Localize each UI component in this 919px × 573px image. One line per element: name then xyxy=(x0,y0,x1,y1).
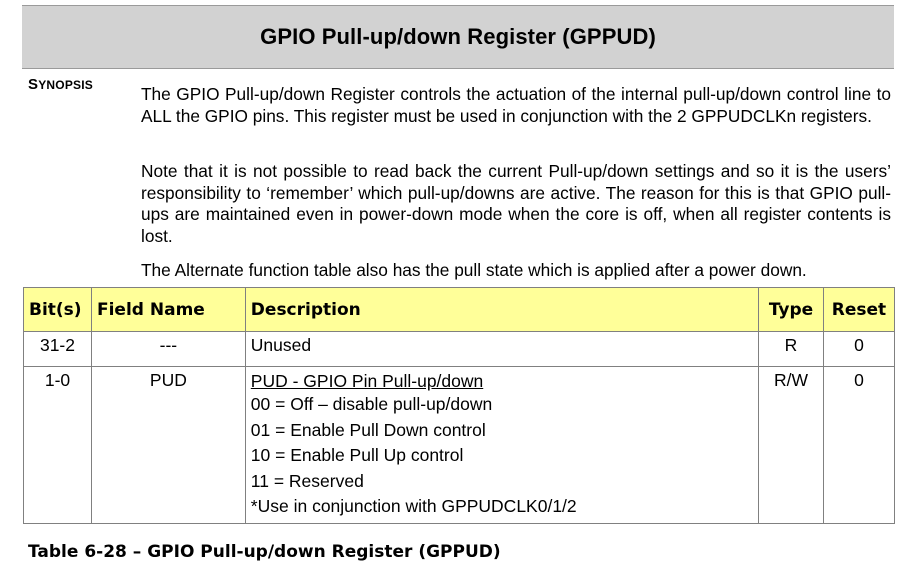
cell-reset: 0 xyxy=(823,332,894,367)
cell-reset: 0 xyxy=(823,367,894,524)
cell-field-name: --- xyxy=(91,332,245,367)
synopsis-paragraph-1: The GPIO Pull-up/down Register controls the actuation of the internal pull-up/down control line to ALL the GPIO pins. This register must be used in conjunction with the 2 GPPUDCLKn registers. xyxy=(141,84,891,126)
synopsis-paragraph-3: The Alternate function table also has the pull state which is applied after a power down. xyxy=(141,260,807,280)
cell-field-name: PUD xyxy=(91,367,245,524)
description-line: *Use in conjunction with GPPUDCLK0/1/2 xyxy=(250,496,577,516)
header-description: Description xyxy=(245,288,758,332)
table-header-row xyxy=(24,288,895,332)
description-line: 11 = Reserved xyxy=(250,470,364,491)
header-field-name: Field Name xyxy=(91,288,245,332)
synopsis-paragraph-2: Note that it is not possible to read back the current Pull-up/down settings and so it is the users’ responsibility to ‘remember’ which pull-up/downs are active. The reason for this is that GPIO pull-ups are maintained even in power-down mode when the core is off, when all register contents is lost. xyxy=(141,161,891,246)
cell-type: R/W xyxy=(759,367,824,524)
cell-description: Unused xyxy=(245,332,758,367)
cell-type: R xyxy=(759,332,824,367)
table-caption: Table 6-28 – GPIO Pull-up/down Register (GPPUD) xyxy=(28,542,501,562)
table-row xyxy=(24,367,895,524)
description-title: PUD - GPIO Pin Pull-up/down xyxy=(250,371,484,391)
synopsis-label-rest: YNOPSIS xyxy=(38,78,93,92)
synopsis-label-initial: S xyxy=(28,76,39,93)
header-bits: Bit(s) xyxy=(24,288,92,332)
description-line: 01 = Enable Pull Down control xyxy=(250,419,486,440)
synopsis-label xyxy=(28,76,93,93)
cell-bits: 31-2 xyxy=(24,332,92,367)
register-table xyxy=(23,287,895,524)
cell-bits: 1-0 xyxy=(24,367,92,524)
description-line: 00 = Off – disable pull-up/down xyxy=(250,394,493,414)
description-line: 10 = Enable Pull Up control xyxy=(250,445,464,465)
register-title-bar xyxy=(22,5,894,69)
register-title: GPIO Pull-up/down Register (GPPUD) xyxy=(260,24,656,49)
header-reset: Reset xyxy=(823,288,894,332)
cell-description xyxy=(245,367,758,524)
table-row xyxy=(24,332,895,367)
header-type: Type xyxy=(759,288,824,332)
